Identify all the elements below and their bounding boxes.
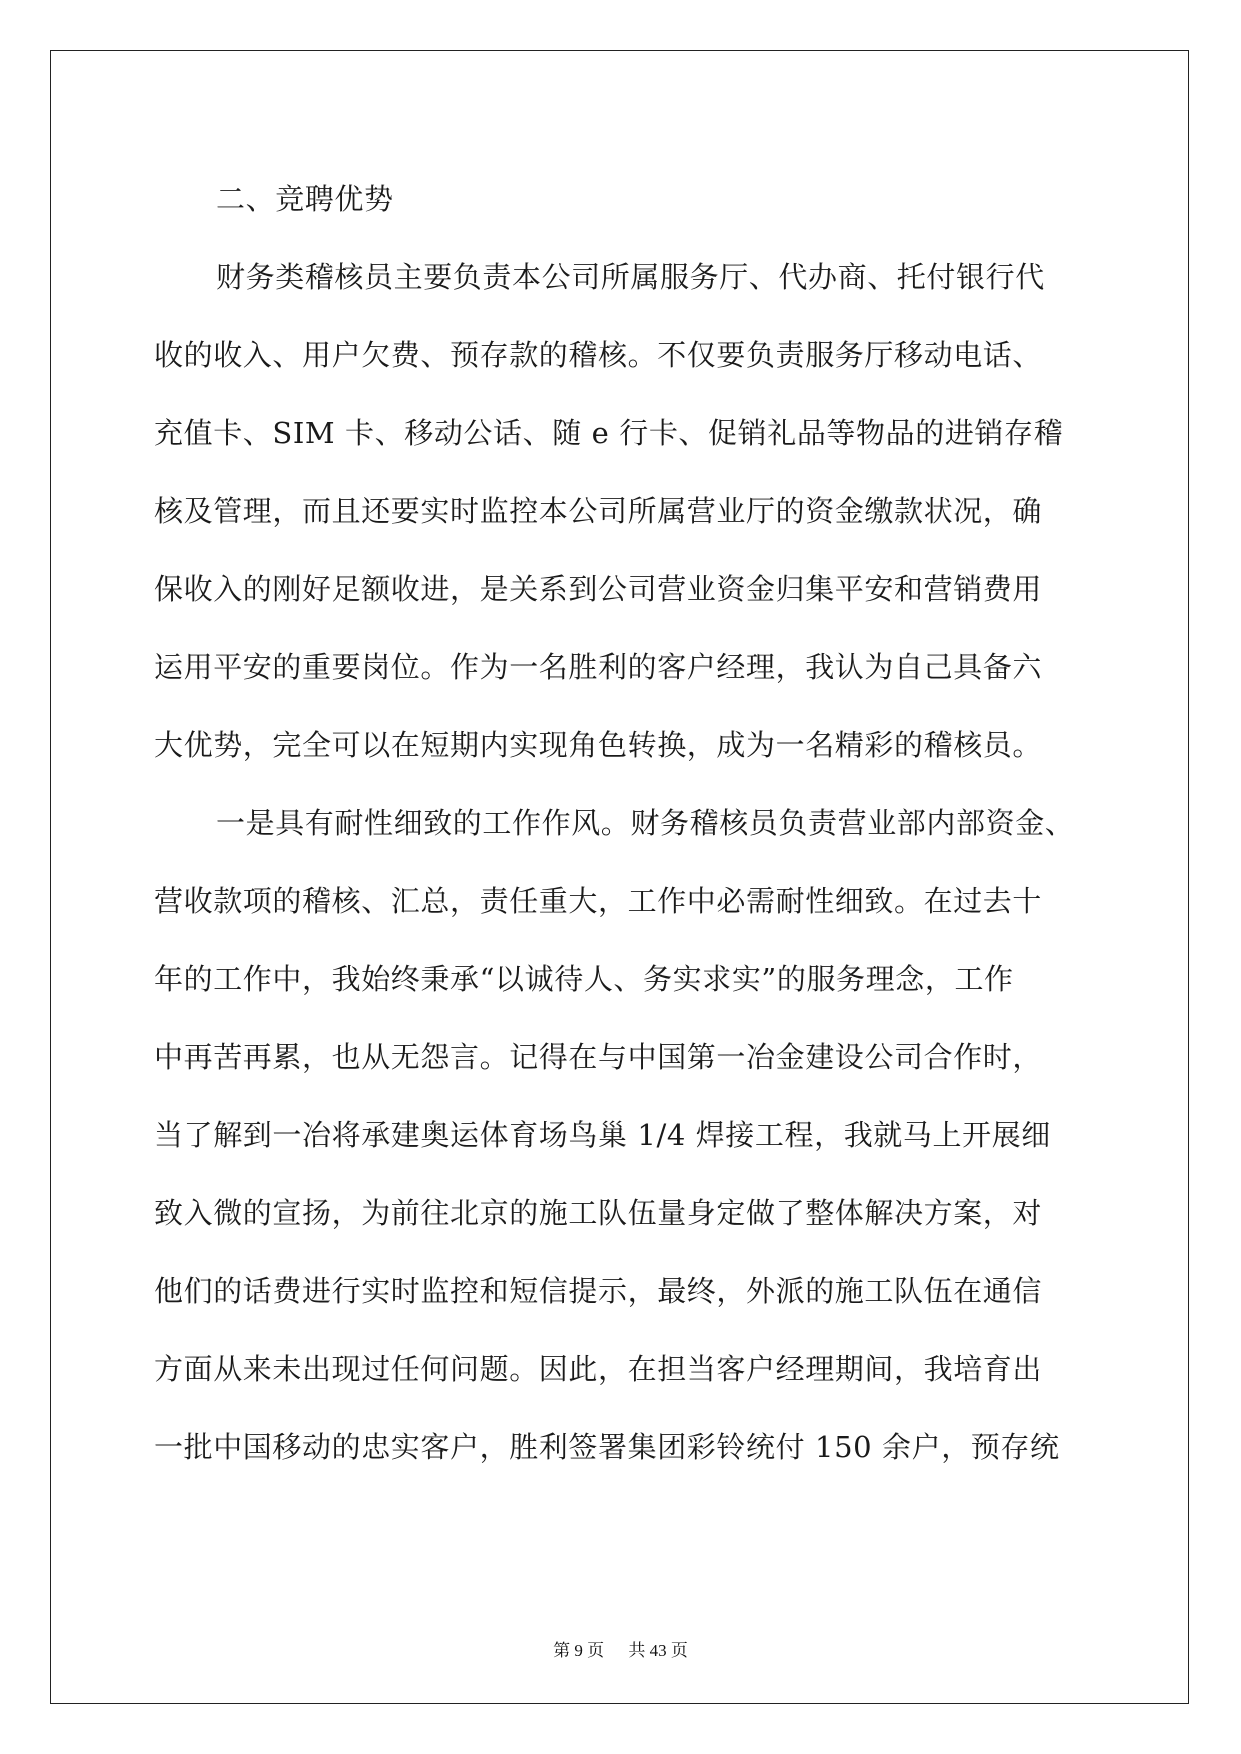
document-body xyxy=(154,160,1094,1486)
paragraph-line: 核及管理，而且还要实时监控本公司所属营业厅的资金缴款状况，确 xyxy=(154,494,1043,528)
paragraph-line: 大优势，完全可以在短期内实现角色转换，成为一名精彩的稽核员。 xyxy=(154,728,1043,762)
page-footer xyxy=(0,1640,1241,1662)
paragraph-line: 一批中国移动的忠实客户，胜利签署集团彩铃统付 150 余户，预存统 xyxy=(154,1430,1060,1464)
current-page-number: 第 9 页 xyxy=(553,1641,605,1660)
paragraph-line: 方面从来未出现过任何问题。因此，在担当客户经理期间，我培育出 xyxy=(154,1352,1043,1386)
paragraph-line: 年的工作中，我始终秉承“以诚待人、务实求实”的服务理念，工作 xyxy=(154,962,1014,996)
paragraph-line: 保收入的刚好足额收进，是关系到公司营业资金归集平安和营销费用 xyxy=(154,572,1043,606)
paragraph-line: 财务类稽核员主要负责本公司所属服务厅、代办商、托付银行代 xyxy=(216,260,1045,294)
paragraph-line: 运用平安的重要岗位。作为一名胜利的客户经理，我认为自己具备六 xyxy=(154,650,1043,684)
paragraph-line: 致入微的宣扬，为前往北京的施工队伍量身定做了整体解决方案，对 xyxy=(154,1196,1043,1230)
section-heading: 二、竞聘优势 xyxy=(216,182,394,216)
paragraph-line: 营收款项的稽核、汇总，责任重大，工作中必需耐性细致。在过去十 xyxy=(154,884,1043,918)
paragraph-line: 一是具有耐性细致的工作作风。财务稽核员负责营业部内部资金、 xyxy=(216,806,1075,840)
paragraph-line: 充值卡、SIM 卡、移动公话、随 e 行卡、促销礼品等物品的进销存稽 xyxy=(154,416,1064,450)
paragraph-1 xyxy=(154,238,1094,784)
paragraph-2 xyxy=(154,784,1094,1486)
paragraph-line: 中再苦再累，也从无怨言。记得在与中国第一冶金建设公司合作时， xyxy=(154,1040,1043,1074)
paragraph-line: 当了解到一冶将承建奥运体育场鸟巢 1/4 焊接工程，我就马上开展细 xyxy=(154,1118,1051,1152)
total-page-count: 共 43 页 xyxy=(628,1641,688,1660)
paragraph-line: 收的收入、用户欠费、预存款的稽核。不仅要负责服务厅移动电话、 xyxy=(154,338,1043,372)
paragraph-line: 他们的话费进行实时监控和短信提示，最终，外派的施工队伍在通信 xyxy=(154,1274,1043,1308)
